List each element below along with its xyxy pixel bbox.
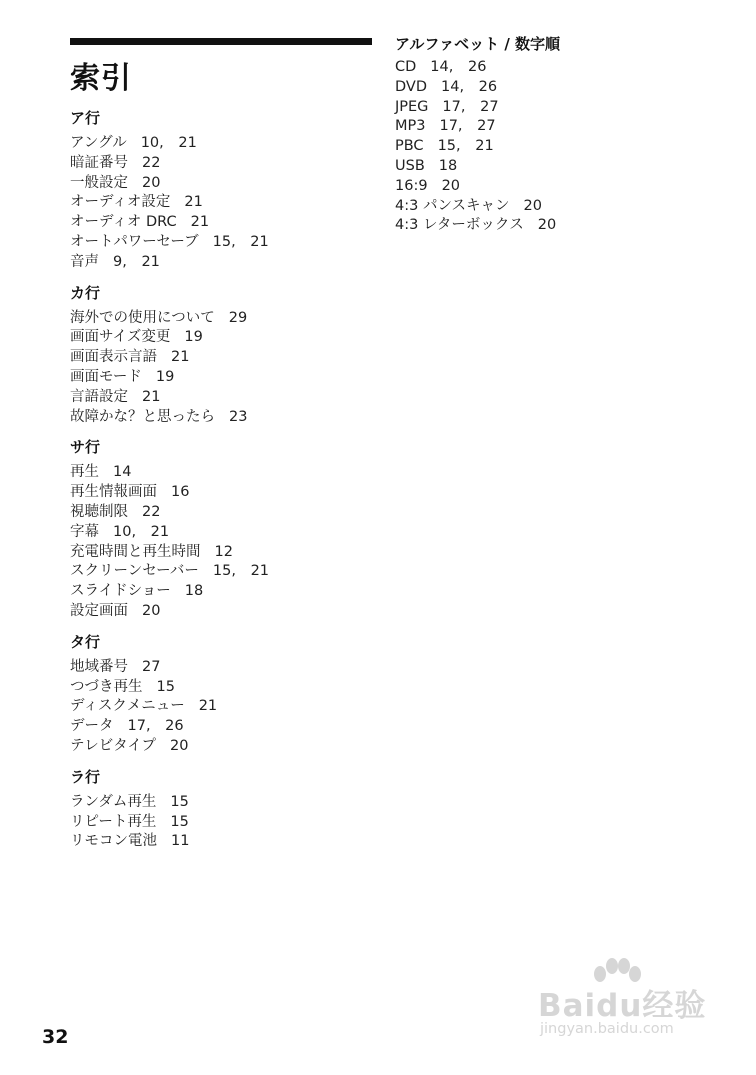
index-pages: 14, 26: [430, 59, 487, 75]
index-entry: [70, 309, 372, 329]
index-pages: 18: [184, 583, 204, 600]
index-entry: [395, 58, 715, 78]
index-term: オーディオ DRC: [70, 214, 177, 231]
section-heading: サ行: [70, 438, 101, 457]
title-rule: [70, 38, 372, 45]
section-heading: ア行: [70, 109, 101, 127]
index-entry: [70, 154, 372, 174]
index-pages: 20: [537, 217, 557, 234]
index-pages: 15: [156, 678, 175, 695]
index-pages: 15: [170, 793, 189, 810]
index-entry: [70, 793, 372, 813]
index-term: 音声: [70, 253, 99, 270]
index-pages: 17, 27: [442, 98, 499, 115]
index-section: [70, 632, 372, 757]
index-entry: [70, 832, 372, 852]
index-entry: [70, 697, 372, 717]
index-term: 16:9: [395, 177, 428, 194]
index-entry: [70, 134, 372, 154]
index-term: DVD: [395, 78, 427, 95]
index-term: USB: [395, 157, 425, 174]
index-pages: 27: [142, 658, 161, 675]
index-term: 一般設定: [70, 174, 128, 191]
index-term: 暗証番号: [70, 154, 128, 171]
index-entry: [395, 157, 715, 177]
index-entry: [70, 463, 372, 483]
index-entry: [70, 737, 372, 757]
index-section: [70, 108, 372, 273]
index-entry: [70, 348, 372, 368]
index-entry: [70, 813, 372, 833]
index-entry: [395, 197, 715, 217]
index-term: アングル: [70, 135, 127, 151]
index-term: 再生: [70, 464, 99, 481]
index-pages: 14, 26: [441, 78, 498, 95]
page-title: 索引: [70, 61, 132, 96]
index-term: オートパワーセーブ: [70, 233, 199, 250]
index-section: [70, 767, 372, 852]
index-pages: 19: [184, 329, 203, 346]
section-heading: カ行: [70, 283, 101, 302]
index-pages: 21: [184, 194, 203, 211]
index-entry: [70, 174, 372, 194]
index-pages: 20: [142, 602, 161, 619]
index-pages: 20: [142, 174, 161, 191]
index-term: 地域番号: [70, 658, 128, 675]
index-pages: 18: [438, 157, 458, 174]
index-term: 画面表示言語: [70, 349, 157, 366]
index-term: 4:3 レターボックス: [395, 217, 524, 234]
index-pages: 15, 21: [212, 233, 269, 250]
index-entry: [70, 233, 372, 253]
index-entry: [70, 543, 372, 563]
index-entry: [70, 193, 372, 213]
index-pages: 20: [523, 197, 542, 214]
section-heading: タ行: [70, 632, 101, 651]
index-pages: 21: [142, 388, 161, 405]
index-pages: 11: [171, 833, 190, 850]
index-entry: [70, 368, 372, 388]
index-entry: [70, 388, 372, 408]
index-entry: [70, 582, 372, 602]
index-term: 再生情報画面: [70, 484, 157, 501]
alphanumeric-heading: アルファベット / 数字順: [395, 35, 561, 53]
index-pages: 15, 21: [437, 138, 494, 155]
index-pages: 10, 21: [140, 135, 197, 151]
index-entry: [70, 678, 372, 698]
index-term: リピート再生: [70, 813, 157, 830]
index-term: スクリーンセーバー: [70, 563, 199, 580]
index-entry: [70, 602, 372, 622]
index-pages: 17, 26: [127, 718, 184, 735]
index-term: オーディオ設定: [70, 194, 171, 211]
index-section: [70, 283, 372, 428]
index-entry: [395, 78, 715, 98]
index-entry: [70, 523, 372, 543]
index-term: 4:3 パンスキャン: [395, 197, 510, 214]
index-term: リモコン電池: [70, 833, 157, 850]
index-term: JPEG: [395, 98, 429, 115]
index-term: 故障かな？と思ったら: [70, 408, 215, 425]
index-entry: [395, 98, 715, 118]
watermark-logo: Baidu经验: [538, 988, 707, 1024]
index-pages: 21: [171, 349, 190, 366]
index-term: ディスクメニュー: [70, 698, 185, 715]
index-term: ランダム再生: [70, 793, 157, 810]
index-pages: 20: [441, 177, 461, 194]
index-term: スライドショー: [70, 583, 171, 600]
index-entry: [70, 717, 372, 737]
index-right-column: [395, 33, 715, 236]
index-term: 画面モード: [70, 368, 142, 385]
watermark-url: jingyan.baidu.com: [540, 1021, 674, 1037]
index-entry: [70, 483, 372, 503]
index-entry: [70, 253, 372, 273]
index-term: 海外での使用について: [70, 309, 215, 326]
index-term: 設定画面: [70, 602, 128, 619]
index-term: 字幕: [70, 523, 99, 540]
index-term: つづき再生: [70, 678, 143, 695]
index-term: テレビタイプ: [70, 737, 156, 754]
index-pages: 12: [214, 543, 233, 560]
alphanumeric-entries: [395, 58, 715, 236]
index-pages: 21: [198, 698, 218, 715]
index-pages: 15, 21: [212, 563, 270, 580]
index-entry: [395, 117, 715, 137]
index-entry: [70, 213, 372, 233]
index-term: 充電時間と再生時間: [70, 543, 201, 560]
index-term: データ: [70, 718, 114, 735]
index-left-column: [70, 38, 372, 852]
section-heading: ラ行: [70, 767, 101, 786]
index-pages: 21: [190, 214, 210, 231]
page-number: 32: [42, 1026, 69, 1048]
index-entry: [70, 408, 372, 428]
index-term: PBC: [395, 138, 424, 155]
index-term: CD: [395, 59, 417, 75]
index-sections: [70, 108, 372, 852]
index-entry: [70, 503, 372, 523]
index-pages: 15: [170, 813, 189, 830]
index-section: [70, 437, 372, 621]
index-pages: 29: [228, 309, 248, 326]
index-pages: 17, 27: [439, 118, 496, 135]
index-term: 視聴制限: [70, 503, 128, 520]
index-pages: 14: [113, 464, 132, 481]
index-entry: [70, 658, 372, 678]
index-entry: [395, 216, 715, 236]
index-pages: 22: [142, 503, 161, 520]
index-pages: 23: [229, 408, 248, 425]
index-pages: 10, 21: [113, 523, 170, 540]
watermark: [532, 958, 722, 1050]
index-term: MP3: [395, 118, 426, 135]
index-pages: 20: [170, 737, 189, 754]
index-entry: [395, 137, 715, 157]
index-pages: 19: [155, 368, 175, 385]
index-pages: 16: [171, 484, 190, 501]
index-term: 言語設定: [70, 388, 128, 405]
index-pages: 9, 21: [113, 253, 160, 270]
index-term: 画面サイズ変更: [70, 329, 171, 346]
index-entry: [70, 328, 372, 348]
index-entry: [395, 177, 715, 197]
index-pages: 22: [142, 154, 161, 171]
index-entry: [70, 562, 372, 582]
